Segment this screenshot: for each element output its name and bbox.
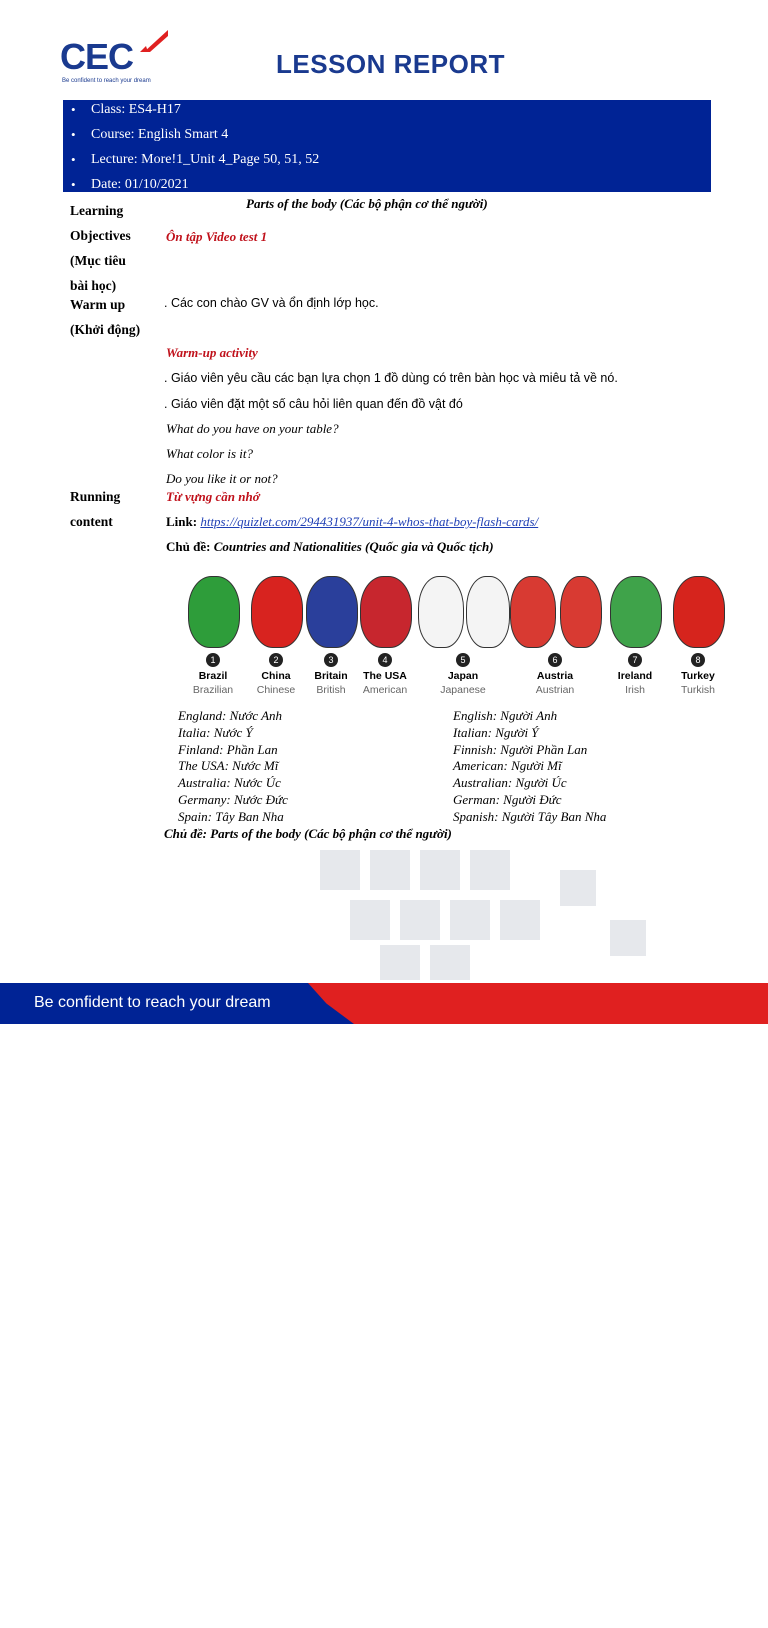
face-painting-austria-2: [560, 576, 602, 648]
nationality-name: Turkish: [680, 684, 716, 696]
flag-number: 3: [324, 653, 338, 667]
vocab-item: Spanish: Người Tây Ban Nha: [453, 808, 607, 824]
class-info-header: [63, 100, 711, 192]
date-info: • Date: 01/10/2021: [91, 177, 189, 193]
warmup-question-3: Do you like it or not?: [166, 471, 278, 486]
label-line: (Khởi động): [70, 322, 141, 337]
country-name: Britain: [314, 670, 348, 682]
warmup-question-1: What do you have on your table?: [166, 421, 339, 436]
vocab-item: Australia: Nước Úc: [178, 775, 281, 791]
face-painting-china: [251, 576, 303, 648]
flag-number: 5: [456, 653, 470, 667]
running-label: [70, 484, 120, 534]
label-line: Objectives: [70, 228, 131, 243]
vocab-item: Finnish: Người Phần Lan: [453, 741, 588, 757]
warmup-instruction-2: . Giáo viên đặt một số câu hỏi liên quan đến đồ vật đó: [164, 397, 463, 411]
vocab-item: German: Người Đức: [453, 791, 562, 807]
cec-logo: [60, 28, 170, 90]
vocab-item: Spain: Tây Ban Nha: [178, 808, 284, 824]
nationality-name: Irish: [625, 684, 645, 696]
face-painting-the-usa: [360, 576, 412, 648]
face-painting-turkey: [673, 576, 725, 648]
vocab-item: England: Nước Anh: [178, 708, 283, 723]
page-title: LESSON REPORT: [276, 49, 505, 79]
nationalities-illustration: [168, 566, 716, 710]
topic-body-parts: Parts of the body (Các bộ phận cơ thể người): [210, 826, 452, 841]
vocab-countries-list: [178, 708, 288, 826]
vocab-item: American: Người Mĩ: [453, 758, 562, 774]
logo-tagline: Be confident to reach your dream: [62, 78, 151, 84]
vocab-item: Italian: Người Ý: [453, 724, 539, 740]
topic2-label: Chủ đề:: [164, 826, 211, 841]
flag-number: 2: [269, 653, 283, 667]
link-label: Link:: [166, 514, 201, 529]
face-painting-japan-2: [466, 576, 510, 648]
label-line: Learning: [70, 203, 124, 218]
objectives-label: [70, 198, 131, 298]
country-name: Turkey: [681, 670, 715, 682]
vocab-item: Australian: Người Úc: [453, 775, 567, 791]
country-name: The USA: [363, 670, 407, 682]
warmup-greeting: . Các con chào GV và ổn định lớp học.: [164, 296, 379, 310]
warmup-activity-title: Warm-up activity: [166, 345, 258, 360]
topic-row: [166, 539, 494, 555]
label-line: Warm up: [70, 297, 126, 312]
footer-slogan: Be confident to reach your dream: [34, 994, 271, 1011]
objectives-topic: Parts of the body (Các bộ phận cơ thể người): [246, 196, 488, 211]
vocab-item: The USA: Nước Mĩ: [178, 758, 279, 774]
warmup-label: [70, 292, 140, 342]
footer-banner: [0, 983, 768, 1024]
objectives-review: Ôn tập Video test 1: [166, 229, 268, 244]
quizlet-link[interactable]: https://quizlet.com/294431937/unit-4-whos-that-boy-flash-cards/: [200, 514, 539, 529]
warmup-instruction-1: . Giáo viên yêu cầu các bạn lựa chọn 1 đồ dùng có trên bàn học và miêu tả về nó.: [164, 371, 618, 385]
country-name: Brazil: [198, 670, 228, 682]
label-line: (Mục tiêu: [70, 253, 126, 268]
quizlet-link-row: [166, 514, 538, 530]
label-line: Running: [70, 489, 121, 504]
nationality-name: British: [316, 684, 346, 696]
footer-red-stripe: [308, 983, 768, 1024]
vocab-item: English: Người Anh: [453, 708, 558, 723]
course-info: • Course: English Smart 4: [91, 127, 228, 143]
country-name: Ireland: [617, 670, 653, 682]
flag-number: 1: [206, 653, 220, 667]
nationality-name: Japanese: [440, 684, 486, 696]
vocab-item: Germany: Nước Đức: [178, 791, 288, 807]
label-line: content: [70, 514, 113, 529]
nationality-name: Brazilian: [192, 684, 234, 696]
vocab-item: Finland: Phần Lan: [178, 741, 278, 757]
flag-number: 8: [691, 653, 705, 667]
topic-label: Chủ đề:: [166, 539, 214, 554]
face-painting-brazil: [188, 576, 240, 648]
flag-number: 7: [628, 653, 642, 667]
nationality-name: Austrian: [535, 684, 575, 696]
face-painting-britain: [306, 576, 358, 648]
nationality-name: Chinese: [256, 684, 296, 696]
vocab-item: Italia: Nước Ý: [178, 724, 253, 740]
topic2-row: [164, 826, 452, 842]
country-name: Japan: [447, 670, 479, 682]
lecture-info: • Lecture: More!1_Unit 4_Page 50, 51, 52: [91, 152, 319, 168]
topic-countries: Countries and Nationalities (Quốc gia và Quốc tịch): [213, 539, 494, 554]
face-painting-japan: [418, 576, 464, 648]
face-painting-ireland: [610, 576, 662, 648]
flag-number: 4: [378, 653, 392, 667]
country-name: Austria: [536, 670, 574, 682]
country-name: China: [261, 670, 291, 682]
face-painting-austria: [510, 576, 556, 648]
nationality-name: American: [362, 684, 408, 696]
vocab-nationalities-list: [453, 708, 606, 826]
flag-number: 6: [548, 653, 562, 667]
class-info: • Class: ES4-H17: [91, 102, 181, 118]
logo-mark-icon: [140, 28, 170, 56]
vocab-title: Từ vựng cần nhớ: [166, 489, 260, 504]
logo-text: CEC: [60, 36, 134, 77]
warmup-question-2: What color is it?: [166, 446, 254, 461]
label-line: bài học): [70, 278, 117, 293]
